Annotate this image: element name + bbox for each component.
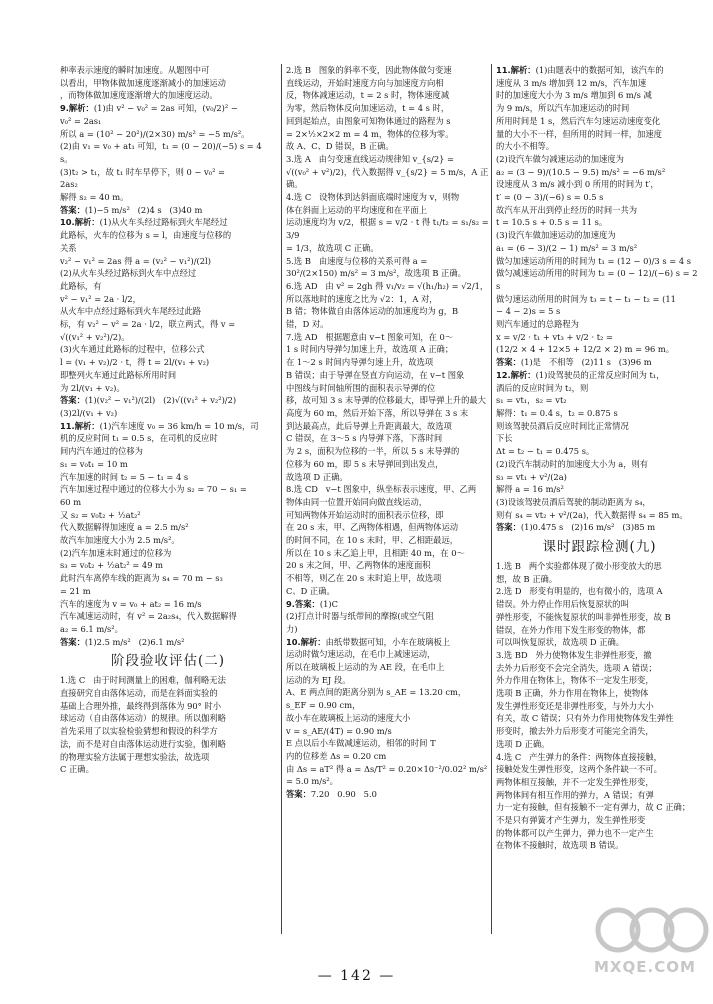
text-line: 位移为 60 m，即 5 s 末导弹回到出发点， xyxy=(286,458,444,469)
answer-marker: 10.解析： xyxy=(286,636,326,647)
text-line: 选项 B 正确，外力作用在物体上，使物体 xyxy=(496,688,649,699)
text-line: 1.选 B 两个实验都体现了微小形变放大的思 xyxy=(496,561,662,572)
text-line: 内的位移差 Δs = 0.20 cm xyxy=(286,750,387,761)
text-line: 10.解析：由纸带数据可知，小车在玻璃板上 xyxy=(286,636,451,647)
text-line: 标，有 v₂² − v² = 2a · l/2，联立两式，得 v = xyxy=(60,319,236,330)
text-line: 下长 xyxy=(496,433,513,444)
right-column xyxy=(491,64,703,934)
text-line: 时的加速度大小为 3 m/s 增加到 6 m/s 减 xyxy=(496,90,652,101)
text-line: 故 A、C、D 错误，B 正确。 xyxy=(286,141,394,152)
text-line: 回到起始点，由图象可知物体通过的路程为 s xyxy=(286,115,451,126)
text-line: 的大小不相等。 xyxy=(496,141,555,152)
text-line: 间内汽车通过的位移为 xyxy=(60,446,143,457)
text-line: 汽车减速运动时，有 v² = 2a₂s₄，代入数据解得 xyxy=(60,611,237,622)
text-line: s₃ = vt₁ + v²/(2a) xyxy=(496,471,567,482)
text-line: 解得：t₁ = 0.4 s，t₂ = 0.875 s xyxy=(496,407,618,418)
text-line: 直接研究自由落体运动，而是在斜面实验的 xyxy=(60,688,218,699)
text-line: 所用时间是 1 s，然后汽车匀速运动速度变化 xyxy=(496,115,661,126)
text-line: 球运动（自由落体运动）的规律。所以伽利略 xyxy=(60,713,226,724)
text-line: 法，而不是对自由落体运动进行实验，伽利略 xyxy=(60,738,226,749)
text-line: 有关，故 C 错误；只有外力作用使物体发生弹性 xyxy=(496,713,674,724)
text-line: 反，物体减速运动，t = 2 s 时，物体速度减 xyxy=(286,90,450,101)
text-line: a₂ = 6.1 m/s²。 xyxy=(60,623,123,634)
section-heading: 课时跟踪检测(九) xyxy=(542,539,657,556)
text-line: 错误，在外力作用下发生形变的物体，都 xyxy=(496,624,646,635)
text-line: 两物体相互接触，并不一定发生弹性形变， xyxy=(496,776,654,787)
answer-marker: 11.解析： xyxy=(60,420,100,431)
text-line: 7.选 AD 根据题意由 v−t 图象可知，在 0～ xyxy=(286,331,454,342)
text-line: 则该驾驶员酒后反应时间比正常情况 xyxy=(496,420,629,431)
text-line: 30²/(2×150) m/s² = 3 m/s²，故选项 B 正确。 xyxy=(286,268,466,279)
text-line: 故选项 D 正确。 xyxy=(286,471,348,482)
text-line: 汽车加速的时间 t₂ = 5 − t₁ = 4 s xyxy=(60,471,189,482)
text-line: 两物体间有相互作用的弹力，A 错误；有弹 xyxy=(496,789,654,800)
answer-marker: 10.解析： xyxy=(60,217,100,228)
text-line: 3.选 BD 外力使物体发生非弹性形变，撤 xyxy=(496,649,652,660)
text-line: 6.选 AD 由 v² = 2gh 得 v₁/v₂ = √(h₁/h₂) = √2/1， xyxy=(286,280,489,291)
answer-marker: 答案： xyxy=(286,789,311,800)
text-line: 答案：(1)2.5 m/s² (2)6.1 m/s² xyxy=(60,636,185,647)
text-line: 2.选 B 图象的斜率不变，因此物体做匀变速 xyxy=(286,65,452,75)
text-line: 种率表示速度的瞬时加速度。从题图中可 xyxy=(60,65,210,75)
text-line: 答案：7.20 0.90 5.0 xyxy=(286,789,377,800)
text-line: 的物理实验方法属于理想实验法，故选项 xyxy=(60,751,210,762)
answer-marker: 9.答案： xyxy=(286,598,320,609)
text-line: 形变时，撤去外力后形变才可能完全消失， xyxy=(496,726,654,737)
text-line: 1.选 C 由于时间测量上的困难，伽利略无法 xyxy=(60,675,226,686)
text-line: (3)设汽车做加速运动的加速度为 xyxy=(496,230,616,241)
text-line: 由 Δs = aT² 得 a = Δs/T² = 0.20×10⁻²/0.02² m/s² xyxy=(286,763,488,774)
text-line: v₂² − v₁² = 2as 得 a = (v₂² − v₁²)/(2l) xyxy=(60,255,211,266)
text-line: 选项 D 正确。 xyxy=(496,738,550,749)
text-line: 在 20 s 末，甲、乙两物体相遇，但两物体运动 xyxy=(286,522,459,533)
text-line: 高度为 60 m，然后开始下落，所以导弹在 3 s 末 xyxy=(286,407,469,418)
text-line: 答案：(1)0.475 s (2)16 m/s² (3)85 m xyxy=(496,522,656,533)
answer-marker: 11.解析： xyxy=(496,65,536,75)
text-line: 接触处发生弹性形变，这两个条件缺一不可。 xyxy=(496,764,662,775)
text-line: 机的反应时间 t₁ = 0.5 s，在司机的反应时 xyxy=(60,433,218,444)
text-line: 所以在玻璃板上运动的为 AE 段，在毛巾上 xyxy=(286,662,445,673)
text-line: s₃ = v₀t₂ + ½at₂² = 49 m xyxy=(60,560,163,571)
text-line: B 错；物体做自由落体运动的加速度均为 g，B xyxy=(286,306,459,317)
text-line: 故小车在玻璃板上运动的速度大小 xyxy=(286,712,411,723)
text-line: 的物体都可以产生弹力，弹力也不一定产生 xyxy=(496,827,654,838)
text-line: − 4 − 2)s = 5 s xyxy=(496,306,561,317)
text-line: a₁ = (6 − 3)/(2 − 1) m/s² = 3 m/s² xyxy=(496,242,638,253)
text-line: t′ = (0 − 3)/(−6) s = 0.5 s xyxy=(496,192,604,203)
text-line: v = s_AE/(4T) = 0.90 m/s xyxy=(286,725,392,736)
text-line: 运动时做匀速运动，在毛巾上减速运动， xyxy=(286,649,436,660)
text-line: 为 9 m/s，所以汽车加速运动的时间 xyxy=(496,103,630,114)
text-line: 为 2l/(v₁ + v₂)。 xyxy=(60,382,125,393)
text-line: 答案：(1)(v₂² − v₁²)/(2l) (2)√((v₁² + v₂²)/2) xyxy=(60,395,237,406)
text-line: 错，D 对。 xyxy=(286,319,329,330)
text-line: v² − v₁² = 2a · l/2， xyxy=(60,293,141,304)
text-line: B 错误；由于导弹在竖直方向运动，在 v−t 图象 xyxy=(286,369,465,380)
text-line: 中图线与时间轴所围的面积表示导弹的位 xyxy=(286,382,436,393)
text-line: 汽车的速度为 v = v₀ + at₂ = 16 m/s xyxy=(60,598,202,609)
text-line: 汽车加速过程中通过的位移大小为 s₂ = 70 − s₁ = xyxy=(60,484,247,495)
text-line: 解得 s₂ = 40 m。 xyxy=(60,192,129,203)
text-line: 此时汽车离停车线的距离为 s₄ = 70 m − s₃ xyxy=(60,573,223,584)
text-line: 不相等，则乙在 20 s 末时追上甲，故选项 xyxy=(286,573,442,584)
text-line: 运动速度均为 v/2，根据 s = v/2 · t 得 t₁/t₂ = s₁/s₂ = 3/9 xyxy=(286,217,492,241)
text-line: 物体由同一位置开始同向做直线运动， xyxy=(286,496,428,507)
text-line: 做匀加速运动所用的时间为 t₁ = (12 − 0)/3 s = 4 s xyxy=(496,255,691,266)
text-line: (2)由 v₁ = v₀ + at₁ 可知，t₁ = (0 − 20)/(−5) s = 4 s。 xyxy=(60,141,265,164)
text-line: 错误。外力停止作用后恢复原状的叫 xyxy=(496,599,629,610)
answer-marker: 答案： xyxy=(496,522,521,533)
text-line: 4.选 C 设物体到达斜面底端时速度为 v，则物 xyxy=(286,192,460,203)
text-line: v₀² = 2as₁ xyxy=(60,115,102,126)
text-line: 移，故可知 3 s 末导弹的位移最大，即导弹上升的最大 xyxy=(286,395,486,406)
text-line: 5.选 B 由速度与位移的关系可得 a = xyxy=(286,255,428,266)
text-line: 即整列火车通过此路标所用时间 xyxy=(60,369,177,380)
text-line: s₁ = vt₁，s₂ = vt₂ xyxy=(496,395,567,406)
text-line: (3)设该驾驶员酒后驾驶的制动距离为 s₄， xyxy=(496,496,651,507)
text-line: 4.选 C 产生弹力的条件：两物体直接接触， xyxy=(496,751,662,762)
watermark-stamp-icon xyxy=(590,900,710,960)
text-line: 可知两物体开始运动时的面积表示位移，即 xyxy=(286,509,444,520)
text-line: s₁ = v₀t₁ = 10 m xyxy=(60,458,128,469)
text-line: (3)t₂ > t₁，故 t₁ 时车早停下，则 0 − v₀² = xyxy=(60,166,225,177)
text-line: 12.解析：(1)设驾驶员的正常反应时间为 t₁， xyxy=(496,369,665,380)
answer-marker: 12.解析： xyxy=(496,369,536,380)
text-line: 量的大小不一样，但所用的时间一样，加速度 xyxy=(496,128,662,139)
text-line: = 5.0 m/s²。 xyxy=(286,776,338,787)
text-line: 所以 a = (10² − 20²)/(2×30) m/s² = −5 m/s²。 xyxy=(60,128,250,139)
text-line: 去外力后形变不会完全消失，选项 A 错误； xyxy=(496,662,657,673)
text-line: 此路标，有 xyxy=(60,280,102,291)
text-line: 速度从 3 m/s 增加到 12 m/s，汽车加速 xyxy=(496,77,647,88)
text-line: (2)设汽车制动时的加速度大小为 a，则有 xyxy=(496,458,649,469)
answer-marker: 答案： xyxy=(496,357,521,368)
text-line: 做匀速运动所用的时间为 t₃ = t − t₁ − t₂ = (11 xyxy=(496,293,676,304)
text-line: √((v₁² + v₂²)/2)。 xyxy=(60,331,130,342)
text-line: 故汽车从开出到停止经历的时间一共为 xyxy=(496,204,638,215)
text-line: 设速度从 3 m/s 减小到 0 所用的时间为 t′， xyxy=(496,179,659,190)
text-line: (3)火车通过此路标的过程中，位移公式 xyxy=(60,344,205,355)
text-line: l = (v₁ + v₂)/2 · t，得 t = 2l/(v₁ + v₂) xyxy=(60,357,210,368)
text-line: 9.解析：(1)由 v² − v₀² = 2as 可知，(v₀/2)² − xyxy=(60,103,238,114)
text-line: 则汽车通过的总路程为 xyxy=(496,319,579,330)
text-line: Δt = t₂ − t₁ = 0.475 s。 xyxy=(496,446,595,457)
text-line: 代入数据解得加速度 a = 2.5 m/s² xyxy=(60,522,189,533)
text-line: √((v₀² + v²)/2)，代入数据得 v_{s/2} = 5 m/s，A 正确。 xyxy=(286,166,489,190)
text-line: 所以落地时的速度之比为 √2：1，A 对， xyxy=(286,293,438,304)
answer-marker: 9.解析： xyxy=(60,103,94,114)
text-line: (3)2l/(v₁ + v₂) xyxy=(60,407,118,418)
text-line: 11.解析：(1)汽车速度 v₀ = 36 km/h = 10 m/s，司 xyxy=(60,420,259,431)
text-line: 以看出，甲物体做加速度逐渐减小的加速运动 xyxy=(60,77,226,88)
text-line: (2)打点计时器与纸带间的摩擦(或空气阻 xyxy=(286,611,434,622)
text-line: 运动的为 EJ 段。 xyxy=(286,674,351,685)
text-line: 外力作用在物体上，物体不一定发生形变， xyxy=(496,675,654,686)
text-line: 到达最高点，此后导弹上升距离最大，故选项 xyxy=(286,420,452,431)
text-line: 在物体不接触时，故选项 B 错误。 xyxy=(496,840,624,851)
text-line: (2)设汽车做匀减速运动的加速度为 xyxy=(496,153,624,164)
text-line: 想，故 B 正确。 xyxy=(496,573,558,584)
text-line: 做匀减速运动所用的时间为 t₂ = (0 − 12)/(−6) s = 2 s xyxy=(496,268,701,291)
text-line: 在 1～2 s 时间内导弹匀速上升，故选项 xyxy=(286,357,434,368)
section-heading: 阶段验收评估(二) xyxy=(110,653,226,670)
answer-marker: 答案： xyxy=(60,395,85,406)
text-line: 又 s₂ = v₀t₂ + ½at₂² xyxy=(60,509,141,520)
text-line: ，而物体做加速度逐渐增大的加速度运动。 xyxy=(60,90,218,101)
text-line: 力) xyxy=(286,623,298,634)
text-line: 2as₂ xyxy=(60,179,78,190)
text-line: 9.答案：(1)C xyxy=(286,598,338,609)
text-line: C 错误，在 3～5 s 内导弹下落，下落时间 xyxy=(286,433,443,444)
text-line: 不是只有弹簧才产生弹力，发生弹性形变 xyxy=(496,815,646,826)
text-line: a₂ = (3 − 9)/(10.5 − 9.5) m/s² = −6 m/s² xyxy=(496,166,666,177)
text-line: (12/2 × 4 + 12×5 + 12/2 × 2) m = 96 m。 xyxy=(496,344,675,355)
text-line: 1 s 时间内导弹匀加速上升，故选项 A 正确； xyxy=(286,344,454,355)
text-line: 解得 a = 16 m/s² xyxy=(496,484,564,495)
text-line: = 21 m xyxy=(60,585,91,596)
text-line: 弹性形变，不能恢复原状的叫非弹性形变，故 B xyxy=(496,611,671,622)
text-line: = 2×½×2×2 m = 4 m，物体的位移为零。 xyxy=(286,128,454,139)
text-line: 20 s 末之间，甲、乙两物体的速度面积 xyxy=(286,560,431,571)
text-line: C 正确。 xyxy=(60,764,94,775)
text-line: 3.选 A 由匀变速直线运动规律知 v_{s/2} = xyxy=(286,153,454,164)
text-line: 8.选 CD v−t 图象中，纵坐标表示速度，甲、乙两 xyxy=(286,484,477,495)
text-line: 从火车中点经过路标到火车尾经过此路 xyxy=(60,306,202,317)
watermark-logo xyxy=(590,900,710,995)
left-column xyxy=(60,64,276,934)
text-line: 的时间不同，在 10 s 末时，甲、乙相距最远， xyxy=(286,535,459,546)
text-line: 10.解析：(1)从火车头经过路标到火车尾经过 xyxy=(60,217,228,228)
text-line: 可以叫恢复原状，故选项 D 正确。 xyxy=(496,637,625,648)
text-line: 首先采用了以实验检验猜想和假设的科学方 xyxy=(60,726,218,737)
middle-column xyxy=(281,64,491,934)
text-line: 力一定有接触，但有接触不一定有弹力，故 C 正确； xyxy=(496,802,691,813)
text-line: C、D 正确。 xyxy=(286,585,335,596)
text-line: 基础上合理外推，最终得到落体为 90° 时小 xyxy=(60,700,222,711)
text-line: 关系 xyxy=(60,242,77,253)
text-line: 60 m xyxy=(60,496,82,507)
text-line: 2.选 D 形变有明显的，也有微小的，选项 A xyxy=(496,586,663,597)
text-line: 所以在 10 s 末乙追上甲，且相距 40 m，在 0～ xyxy=(286,547,465,558)
text-line: = 1/3，故选项 C 正确。 xyxy=(286,242,379,253)
text-line: 则有 s₄ = vt₂ + v²/(2a)，代入数据得 s₄ = 85 m。 xyxy=(496,509,688,520)
text-line: t = 10.5 s + 0.5 s = 11 s。 xyxy=(496,217,608,228)
text-line: 酒后的反应时间为 t₂，则 xyxy=(496,382,589,393)
text-line: x = v/2 · t₁ + vt₃ + v/2 · t₂ = xyxy=(496,331,613,342)
answer-marker: 答案： xyxy=(60,204,85,215)
text-line: 答案：(1)−5 m/s² (2)4 s (3)40 m xyxy=(60,204,203,215)
text-line: s_EF = 0.90 cm， xyxy=(286,700,361,711)
text-line: A、E 两点间的距离分别为 s_AE = 13.20 cm， xyxy=(286,687,467,698)
text-line: 直线运动，开始时速度方向与加速度方向相 xyxy=(286,77,444,88)
text-line: 答案：(1)是 不相等 (2)11 s (3)96 m xyxy=(496,357,652,368)
page-number: — 142 — xyxy=(317,968,396,984)
text-line: 发生弹性形变还是非弹性形变，与外力大小 xyxy=(496,700,654,711)
text-line: (2)从火车头经过路标到火车中点经过 xyxy=(60,268,197,279)
answer-marker: 答案： xyxy=(60,636,85,647)
text-line: 为零，然后物体反向加速运动，t = 4 s 时， xyxy=(286,103,450,114)
text-line: (2)汽车加速末时通过的位移为 xyxy=(60,547,172,558)
text-line: 体在斜面上运动的平均速度和在平面上 xyxy=(286,204,428,215)
watermark-text: MXQE.COM xyxy=(594,958,696,976)
text-line: 为 2 s，面积为位移的一半，所以 5 s 末导弹的 xyxy=(286,446,460,457)
text-line: 11.解析：(1)由题表中的数据可知，该汽车的 xyxy=(496,65,664,75)
text-line: 此路标，火车的位移为 s = l，由速度与位移的 xyxy=(60,230,232,241)
text-line: 故汽车加速度大小为 2.5 m/s²。 xyxy=(60,535,180,546)
text-line: E 点以后小车做减速运动，相邻的时间 T xyxy=(286,738,436,749)
